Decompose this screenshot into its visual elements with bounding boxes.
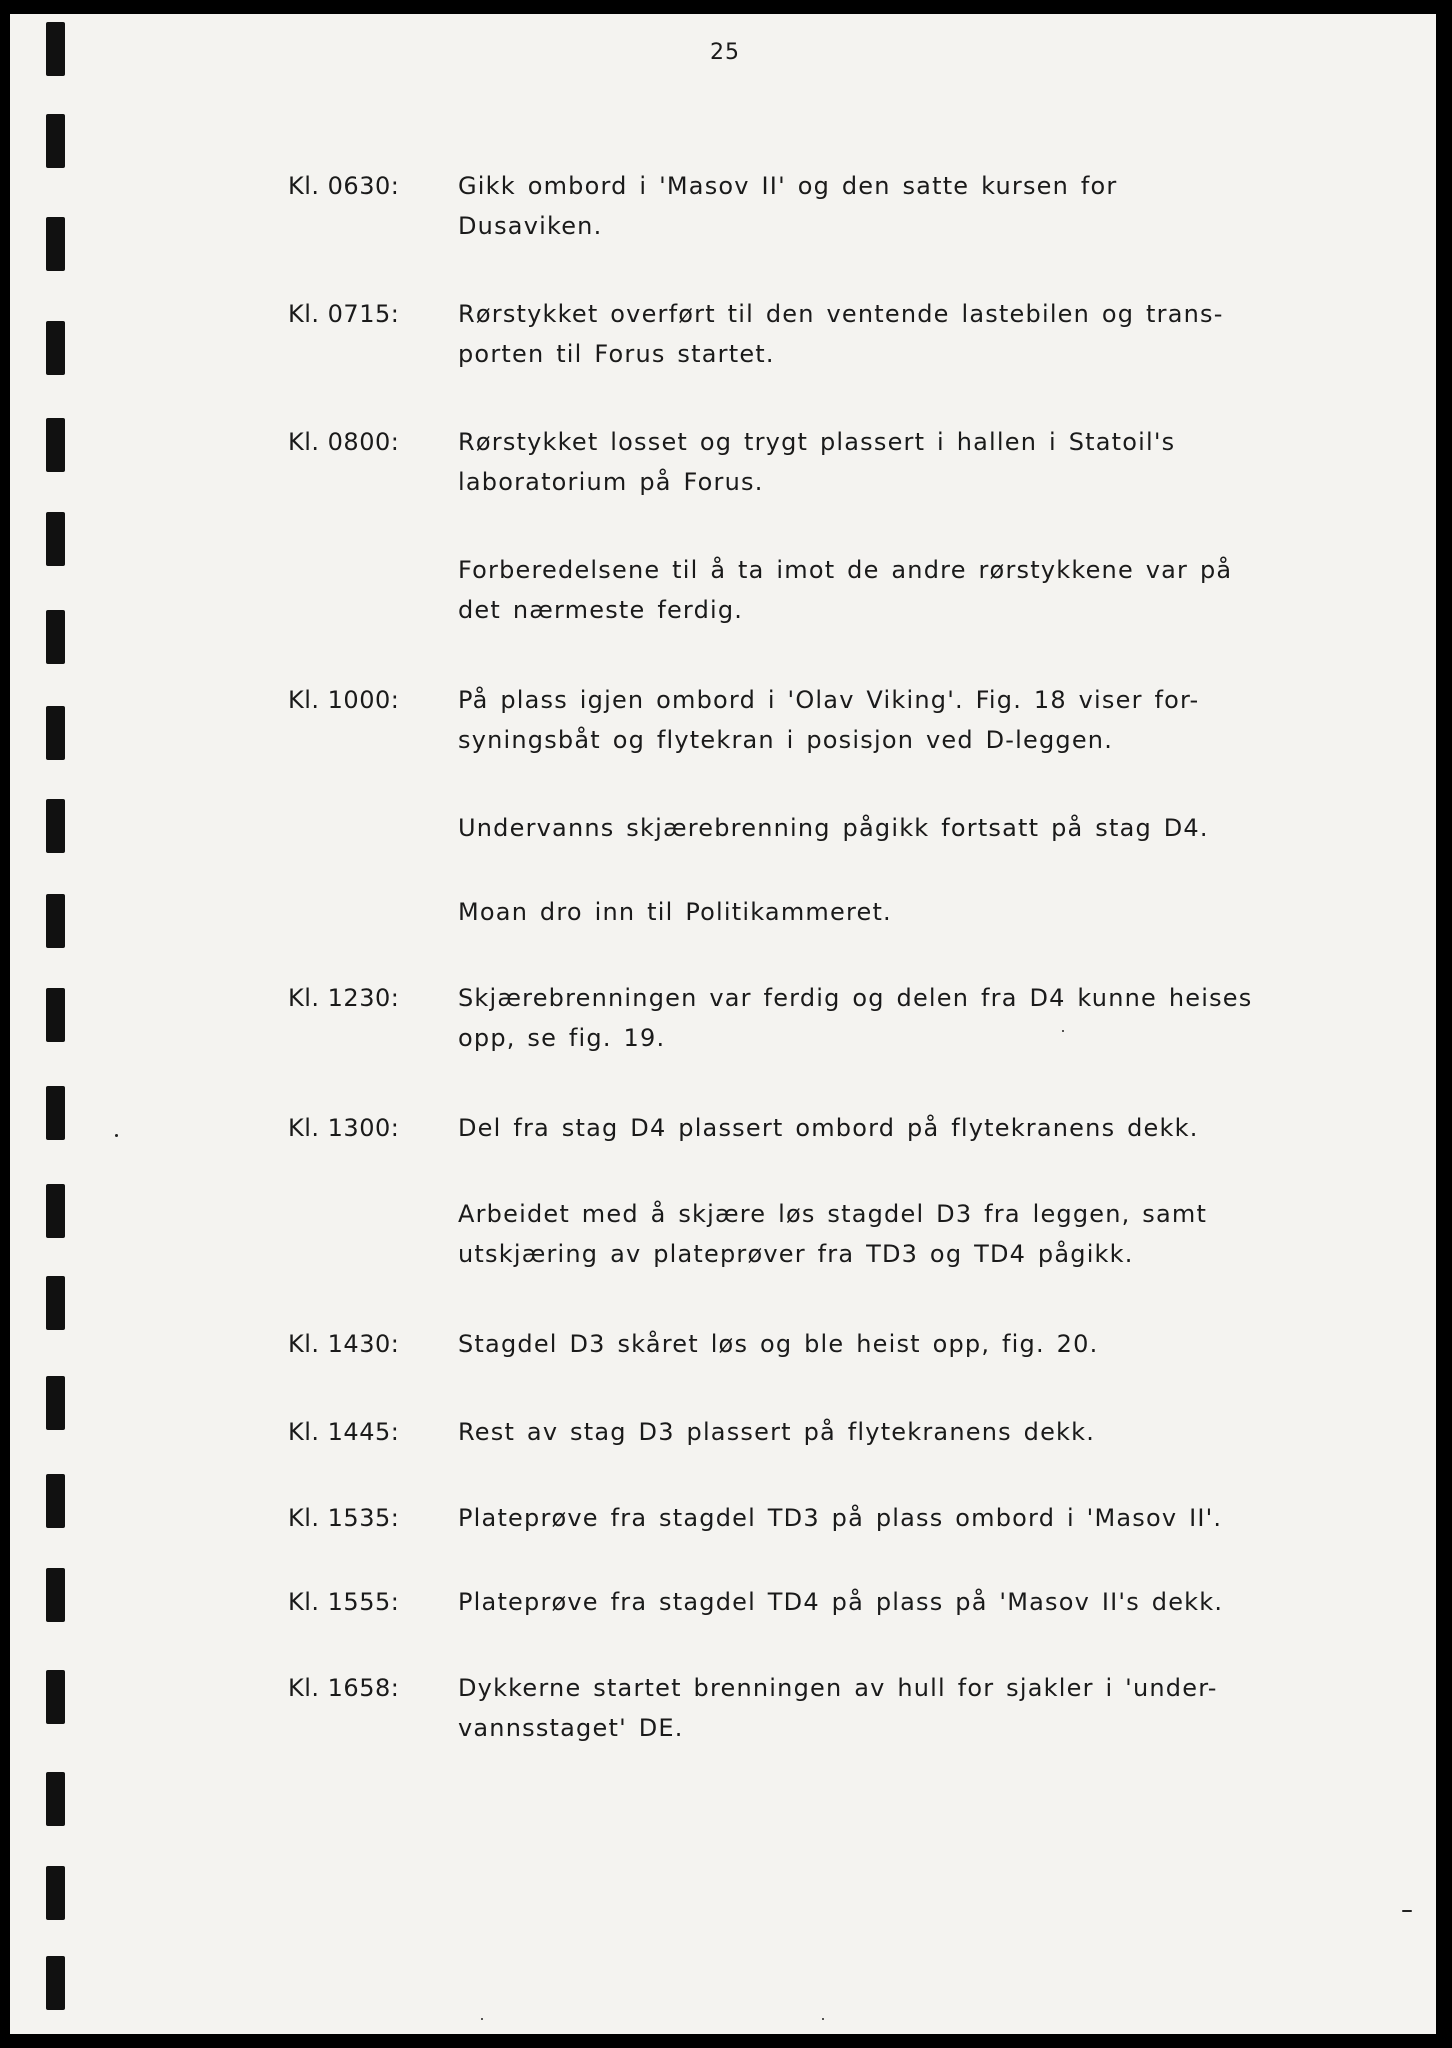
entry-text: [458, 1324, 1318, 1364]
entry-text: [458, 294, 1318, 374]
binder-mark: [46, 799, 65, 853]
text-line: Dykkerne startet brenningen av hull for sjakler i 'under-: [458, 1674, 1218, 1702]
entry-text: [458, 1412, 1318, 1452]
binder-mark: [46, 114, 65, 168]
entry-time: Kl. 0630:: [288, 172, 400, 200]
binder-mark: [46, 1376, 65, 1430]
entry-text: [458, 422, 1318, 502]
binder-mark: [46, 894, 65, 948]
binder-mark: [46, 1276, 65, 1330]
entry-text: [458, 166, 1318, 246]
entry-time: Kl. 1000:: [288, 686, 400, 714]
text-line: opp, se fig. 19.: [458, 1024, 666, 1052]
binder-mark: [46, 610, 65, 664]
entry-text: [458, 1498, 1318, 1538]
text-line: vannsstaget' DE.: [458, 1714, 684, 1742]
entry-text: [458, 680, 1318, 760]
text-line: laboratorium på Forus.: [458, 468, 764, 496]
entry-text: [458, 1668, 1318, 1748]
binder-mark: [46, 418, 65, 472]
entry-text: [458, 808, 1318, 848]
entry-text: [458, 1582, 1318, 1622]
scan-speck: [115, 1134, 118, 1137]
text-line: Gikk ombord i 'Masov II' og den satte kursen for: [458, 172, 1118, 200]
scan-speck: [1062, 1030, 1064, 1032]
entry-time: Kl. 1230:: [288, 984, 400, 1012]
entry-time: Kl. 1430:: [288, 1330, 400, 1358]
binder-mark: [46, 321, 65, 375]
binder-mark: [46, 1474, 65, 1528]
binder-mark: [46, 217, 65, 271]
binder-mark: [46, 1184, 65, 1238]
text-line: Skjærebrenningen var ferdig og delen fra D4 kunne heises: [458, 984, 1253, 1012]
entry-time: Kl. 1445:: [288, 1418, 400, 1446]
text-line: Rørstykket overført til den ventende lastebilen og trans-: [458, 300, 1224, 328]
binder-mark: [46, 988, 65, 1042]
text-line: Dusaviken.: [458, 212, 603, 240]
entry-text: [458, 1108, 1318, 1148]
text-line: Undervanns skjærebrenning pågikk fortsatt på stag D4.: [458, 814, 1209, 842]
scan-speck: [481, 2018, 483, 2020]
text-line: utskjæring av plateprøver fra TD3 og TD4 pågikk.: [458, 1240, 1134, 1268]
text-line: På plass igjen ombord i 'Olav Viking'. Fig. 18 viser for-: [458, 686, 1200, 714]
entry-text: [458, 978, 1318, 1058]
entry-time: Kl. 1300:: [288, 1114, 400, 1142]
text-line: Plateprøve fra stagdel TD4 på plass på 'Masov II's dekk.: [458, 1588, 1224, 1616]
text-line: Forberedelsene til å ta imot de andre rørstykkene var på: [458, 556, 1233, 584]
text-line: det nærmeste ferdig.: [458, 596, 744, 624]
binder-mark: [46, 1670, 65, 1724]
binder-mark: [46, 1956, 65, 2010]
text-line: Plateprøve fra stagdel TD3 på plass ombord i 'Masov II'.: [458, 1504, 1223, 1532]
entry-time: Kl. 0800:: [288, 428, 400, 456]
text-line: syningsbåt og flytekran i posisjon ved D-leggen.: [458, 726, 1114, 754]
text-line: Stagdel D3 skåret løs og ble heist opp, fig. 20.: [458, 1330, 1099, 1358]
binder-mark: [46, 1772, 65, 1826]
binder-mark: [46, 1568, 65, 1622]
entry-time: Kl. 1658:: [288, 1674, 400, 1702]
binder-mark: [46, 1086, 65, 1140]
page-number: 25: [710, 40, 740, 65]
binder-mark: [46, 706, 65, 760]
scan-speck: [1402, 1910, 1412, 1912]
entry-time: Kl. 0715:: [288, 300, 400, 328]
text-line: porten til Forus startet.: [458, 340, 775, 368]
binder-mark: [46, 22, 65, 76]
binder-mark: [46, 1866, 65, 1920]
document-page: [10, 14, 1436, 2034]
text-line: Arbeidet med å skjære løs stagdel D3 fra leggen, samt: [458, 1200, 1208, 1228]
entry-text: [458, 550, 1318, 630]
text-line: Moan dro inn til Politikammeret.: [458, 898, 892, 926]
binder-mark: [46, 512, 65, 566]
text-line: Rørstykket losset og trygt plassert i hallen i Statoil's: [458, 428, 1176, 456]
entry-text: [458, 1194, 1318, 1274]
entry-text: [458, 892, 1318, 932]
text-line: Rest av stag D3 plassert på flytekranens dekk.: [458, 1418, 1096, 1446]
entry-time: Kl. 1555:: [288, 1588, 400, 1616]
text-line: Del fra stag D4 plassert ombord på flytekranens dekk.: [458, 1114, 1199, 1142]
entry-time: Kl. 1535:: [288, 1504, 400, 1532]
scan-speck: [822, 2018, 824, 2020]
